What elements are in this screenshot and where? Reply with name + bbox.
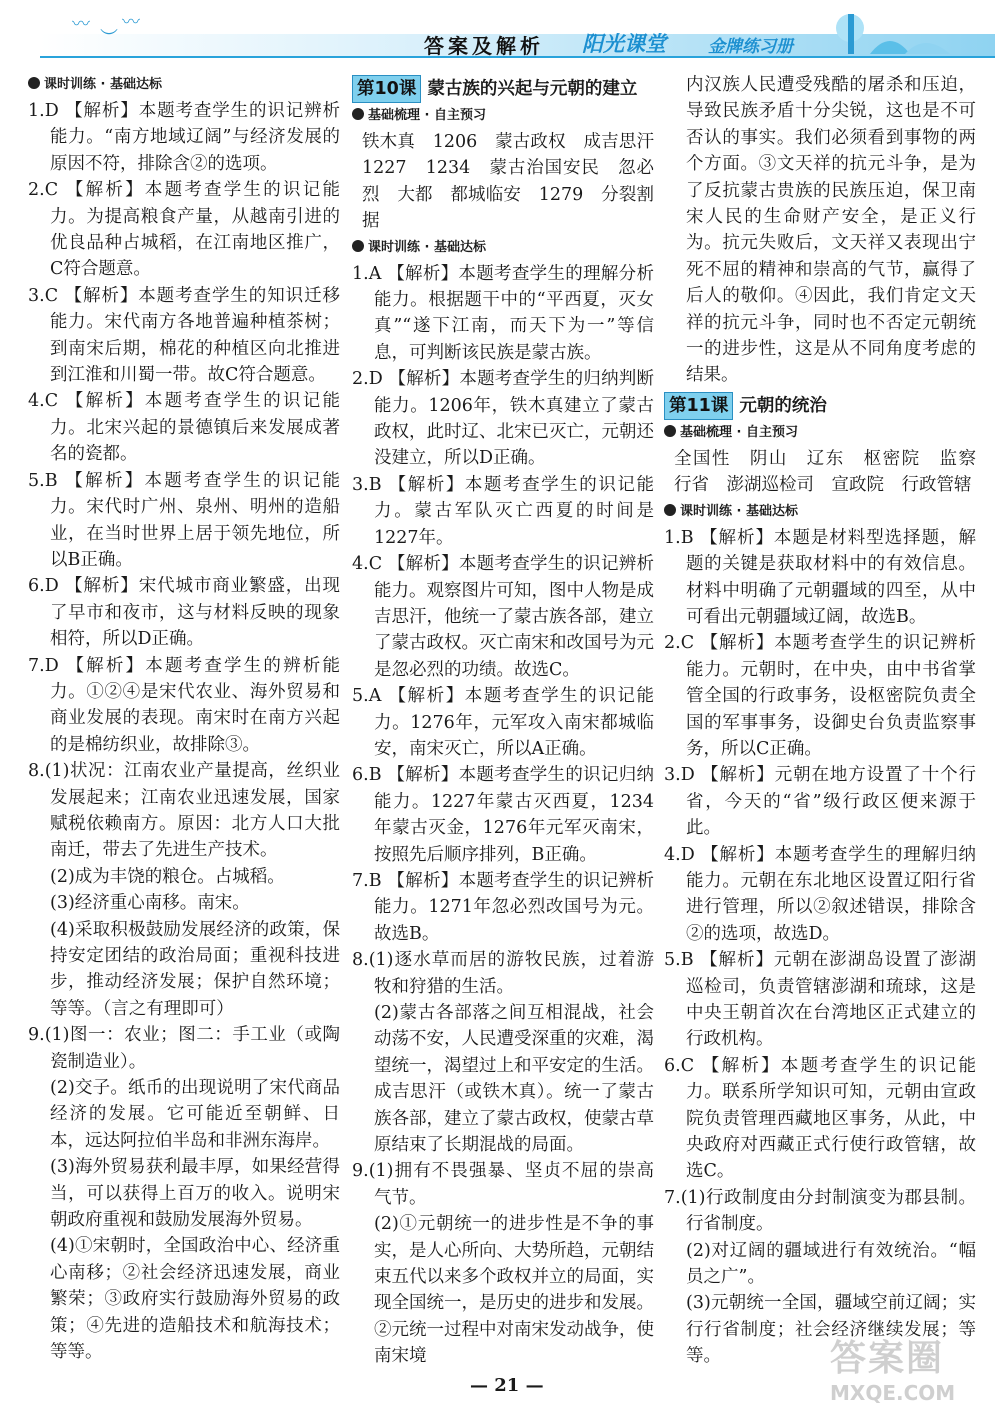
- lesson-tag: 第11课: [664, 392, 733, 420]
- answer-subitem: (2)对辽阔的疆域进行有效统治。“幅员之广”。: [686, 1240, 976, 1288]
- section-heading: 基础梳理 · 自主预习: [664, 422, 976, 444]
- answer-item: 4.C 【解析】本题考查学生的识记辨析能力。观察图片可知，图中人物是成吉思汗，他统一了蒙古族各部，建立了蒙古政权。灭亡南宋和改国号为元是忽必烈的功绩。故选C。: [352, 554, 654, 680]
- lesson-heading: [352, 75, 654, 103]
- answer-subitem: (3)经济重心南移。南宋。: [50, 893, 250, 914]
- answer-subitem: (2)蒙古各部落之间互相混战，社会动荡不安，人民遭受深重的灾难，渴望统一，渴望过上和平安定的生活。成吉思汗（或铁木真）。统一了蒙古族各部，建立了蒙古政权，使蒙古草原结束了长期混战的局面。: [374, 1003, 654, 1156]
- page-number: — 21 —: [470, 1375, 544, 1396]
- section-marker-icon: [664, 425, 676, 437]
- answer-subitem: (4)①宋朝时，全国政治中心、经济重心南移；②社会经济迅速发展，商业繁荣；③政府实行鼓励海外贸易的政策；④先进的造船技术和航海技术；等等。: [50, 1236, 340, 1363]
- section-marker-icon: [28, 77, 40, 89]
- header-decoration-icon: [810, 8, 960, 54]
- header-title: 答案及解析: [424, 34, 544, 58]
- answer-item: 9.(1)图一：农业；图二：手工业（或陶瓷制造业）。: [28, 1025, 340, 1072]
- section-marker-icon: [352, 240, 364, 252]
- header-subtitle: 金牌练习册: [708, 37, 793, 57]
- answer-subitem: (3)元朝统一全国，疆域空前辽阔；实行行省制度；社会经济继续发展；等等。: [686, 1293, 976, 1367]
- answer-item: 6.C 【解析】本题考查学生的识记能力。联系所学知识可知，元朝由宣政院负责管理西藏地区事务，从此，中央政府对西藏正式行使行政管辖，故选C。: [664, 1055, 976, 1182]
- answer-item: 4.C 【解析】本题考查学生的识记能力。北宋兴起的景德镇后来发展成著名的瓷都。: [28, 391, 340, 465]
- review-text: 全国性 阴山 辽东 枢密院 监察 行省 澎湖巡检司 宣政院 行政管辖: [674, 448, 994, 496]
- lesson-tag: 第10课: [352, 75, 421, 103]
- answer-item: 4.D 【解析】本题考查学生的理解归纳能力。元朝在东北地区设置辽阳行省进行管理，所以②叙述错误，排除含②的选项，故选D。: [664, 844, 976, 944]
- page-header: [0, 0, 1000, 62]
- answer-item: 8.(1)状况：江南农业产量提高，丝织业发展起来；江南农业迅速发展，国家赋税依赖南方。原因：北方人口大批南迁，带去了先进生产技术。: [28, 761, 340, 861]
- answer-item: 3.D 【解析】元朝在地方设置了十个行省，今天的“省”级行政区便来源于此。: [664, 765, 976, 839]
- answer-item: 5.B 【解析】本题考查学生的识记能力。宋代时广州、泉州、明州的造船业，在当时世界上居于领先地位，所以B正确。: [28, 470, 340, 570]
- lesson-title: 蒙古族的兴起与元朝的建立: [427, 79, 638, 99]
- answer-item: 2.C 【解析】本题考查学生的识记辨析能力。元朝时，在中央，由中书省掌管全国的行政事务，设枢密院负责全国的军事事务，设御史台负责监察事务，所以C正确。: [664, 633, 976, 759]
- answer-item: 2.C 【解析】本题考查学生的识记能力。为提高粮食产量，从越南引进的优良品种占城稻，在江南地区推广，C符合题意。: [28, 180, 340, 280]
- watermark-url: MXQE.COM: [830, 1381, 956, 1405]
- lesson-title: 元朝的统治: [739, 395, 827, 416]
- answer-item: 3.C 【解析】本题考查学生的知识迁移能力。宋代南方各地普遍种植茶树；到南宋后期，棉花的种植区向北推进到江淮和川蜀一带。故C符合题意。: [28, 285, 340, 386]
- answer-item: 6.D 【解析】宋代城市商业繁盛，出现了早市和夜市，这与材料反映的现象相符，所以D正确。: [28, 576, 340, 650]
- lesson-heading: [664, 392, 976, 420]
- watermark-logo: 答案圈: [830, 1338, 945, 1379]
- answer-item: 9.(1)拥有不畏强暴、坚贞不屈的崇高气节。: [352, 1161, 654, 1208]
- answer-subitem: (2)①元朝统一的进步性是不争的事实，是人心所向、大势所趋，元朝结束五代以来多个政权并立的局面，实现全国统一，是历史的进步和发展。②元统一过程中对南宋发动战争，使南宋境: [374, 1214, 654, 1367]
- answer-item: 3.B 【解析】本题考查学生的识记能力。蒙古军队灭亡西夏的时间是1227年。: [352, 474, 654, 548]
- column-left: [28, 72, 340, 1366]
- section-marker-icon: [664, 504, 676, 516]
- section-heading: 基础梳理 · 自主预习: [352, 105, 654, 127]
- column-right: [664, 72, 994, 1370]
- bird-icon: 〰: [72, 14, 90, 35]
- answer-subitem: (2)交子。纸币的出现说明了宋代商品经济的发展。它可能近至朝鲜、日本，远达阿拉伯半岛和非洲东海岸。: [50, 1078, 340, 1151]
- answer-subitem: (4)采取积极鼓励发展经济的政策，保持安定团结的政治局面；重视科技进步，推动经济发展；保护自然环境；等等。（言之有理即可）: [50, 919, 340, 1019]
- answer-item: 5.B 【解析】元朝在澎湖岛设置了澎湖巡检司，负责管辖澎湖和琉球，这是中央王朝首次在台湾地区正式建立的行政机构。: [664, 950, 976, 1050]
- answer-item: 7.(1)行政制度由分封制演变为郡县制。行省制度。: [664, 1187, 976, 1235]
- answer-continued: 内汉族人民遭受残酷的屠杀和压迫，导致民族矛盾十分尖锐，这也是不可否认的事实。我们必须看到事物的两个方面。③文天祥的抗元斗争，是为了反抗蒙古贵族的民族压迫，保卫南宋人民的生命财产安全，是正义行为。抗元失败后，文天祥又表现出宁死不屈的精神和崇高的气节，赢得了后人的敬仰。④因此，我们肯定文天祥的抗元斗争，同时也不否定元朝统一的进步性，这是从不同角度考虑的结果。: [686, 75, 976, 386]
- answer-item: 1.D 【解析】本题考查学生的识记辨析能力。“南方地域辽阔”与经济发展的原因不符，排除含②的选项。: [28, 101, 340, 174]
- section-heading: 课时训练 · 基础达标: [28, 74, 340, 96]
- bird-icon: ︶: [100, 28, 118, 49]
- answer-item: 1.B 【解析】本题是材料型选择题，解题的关键是获取材料中的有效信息。材料中明确了元朝疆域的四至，从中可看出元朝疆域辽阔，故选B。: [664, 527, 976, 627]
- column-middle: [352, 72, 672, 1370]
- answer-item: 1.A 【解析】本题考查学生的理解分析能力。根据题干中的“平西夏，灭女真”“遂下江南，而天下为一”等信息，可判断该民族是蒙古族。: [352, 263, 654, 363]
- answer-subitem: (2)成为丰饶的粮仓。占城稻。: [50, 866, 285, 887]
- review-text: 铁木真 1206 蒙古政权 成吉思汗 1227 1234 蒙古治国安民 忽必烈 大都 都城临安 1279 分裂割据: [362, 132, 672, 232]
- answer-item: 7.D 【解析】本题考查学生的辨析能力。①②④是宋代农业、海外贸易和商业发展的表现。南宋时在南方兴起的是棉纺织业，故排除③。: [28, 655, 340, 755]
- header-brand: 阳光课堂: [582, 32, 666, 56]
- section-heading: 课时训练 · 基础达标: [664, 501, 976, 523]
- watermark: [830, 1330, 995, 1414]
- answer-item: 5.A 【解析】本题考查学生的识记能力。1276年，元军攻入南宋都城临安，南宋灭亡，所以A正确。: [352, 686, 654, 759]
- answer-item: 8.(1)逐水草而居的游牧民族，过着游牧和狩猎的生活。: [352, 950, 654, 997]
- section-heading: 课时训练 · 基础达标: [352, 237, 654, 259]
- bird-icon: 〰: [122, 12, 140, 33]
- section-marker-icon: [352, 108, 364, 120]
- answer-item: 6.B 【解析】本题考查学生的识记归纳能力。1227年蒙古灭西夏，1234年蒙古灭金，1276年元军灭南宋，按照先后顺序排列，B正确。: [352, 765, 654, 865]
- answer-item: 7.B 【解析】本题考查学生的识记辨析能力。1271年忽必烈改国号为元。故选B。: [352, 870, 654, 944]
- answer-item: 2.D 【解析】本题考查学生的归纳判断能力。1206年，铁木真建立了蒙古政权，此时辽、北宋已灭亡，元朝还没建立，所以D正确。: [352, 369, 654, 469]
- answer-subitem: (3)海外贸易获利最丰厚，如果经营得当，可以获得上百万的收入。说明宋朝政府重视和鼓励发展海外贸易。: [50, 1157, 340, 1231]
